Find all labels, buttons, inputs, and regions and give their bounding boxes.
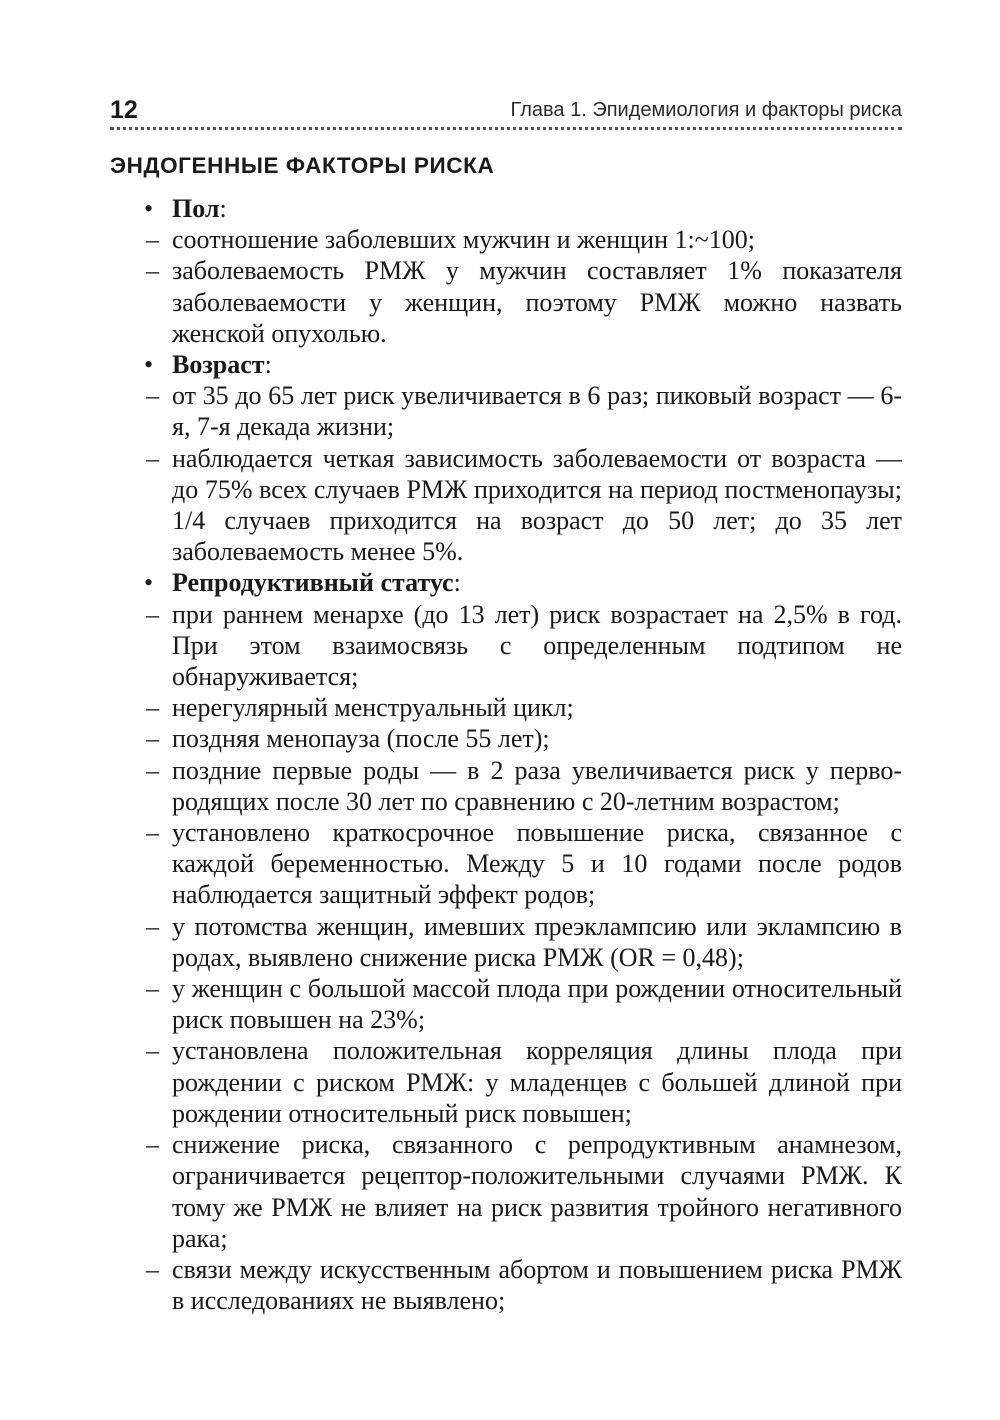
list-item — [110, 599, 902, 693]
bullet-marker: • — [144, 194, 154, 223]
list-item-text: установлена положительная корреляция длины плода при рождении с риском РМЖ: у младенцев с большей длиной при рождении относительный риск повышен; — [172, 1036, 902, 1128]
dash-marker: – — [146, 381, 159, 411]
list-item-text: заболеваемость РМЖ у мужчин составляет 1% показателя заболеваемости у женщин, поэтому РМЖ можно назвать женской опухолью. — [172, 256, 902, 348]
dotted-divider — [110, 127, 902, 130]
list-item-text: у потомства женщин, имевших преэклампсию или эклампсию в родах, выявлено снижение риска РМЖ (OR = 0,48); — [172, 911, 902, 972]
list-item — [110, 1254, 902, 1316]
dash-marker: – — [146, 693, 159, 723]
list-item-text: наблюдается четкая зависимость заболеваемости от возраста — до 75% всех случаев РМЖ приходится на период постменопаузы; 1/4 случаев приходится на возраст до 50 лет; до 35 лет заболеваемость менее 5%. — [172, 443, 902, 567]
list-item-text: поздняя менопауза (после 55 лет); — [172, 724, 550, 754]
list-item — [110, 723, 902, 754]
body-text — [110, 193, 902, 1316]
category-name: Пол — [172, 194, 220, 223]
dash-marker: – — [146, 599, 159, 629]
list-item — [110, 692, 902, 723]
category-name: Репродуктивный статус — [172, 568, 454, 598]
dash-marker: – — [146, 256, 159, 286]
dash-marker: – — [146, 225, 159, 255]
category-reproductive-status — [110, 567, 902, 598]
dash-marker: – — [146, 974, 159, 1004]
category-colon: : — [219, 194, 227, 223]
category-name: Возраст — [172, 350, 265, 380]
list-item-text: нерегулярный менструальный цикл; — [172, 693, 574, 723]
list-item-text: соотношение заболевших мужчин и женщин 1:~100; — [172, 225, 756, 255]
dash-marker: – — [146, 1036, 159, 1066]
list-item — [110, 911, 902, 973]
list-item-text: поздние первые роды — в 2 раза увеличивается риск у первородящих после 30 лет по сравнению с 20-летним возрастом; — [172, 755, 902, 816]
list-item — [110, 817, 902, 911]
list-item-text: при раннем менархе (до 13 лет) риск возрастает на 2,5% в год. При этом взаимосвязь с определенным подтипом не обнаруживается; — [172, 599, 902, 692]
dash-marker: – — [146, 443, 159, 473]
list-item — [110, 224, 902, 255]
bullet-marker: • — [144, 568, 154, 598]
list-item-text: связи между искусственным абортом и повышением риска РМЖ в исследованиях не выявлено; — [172, 1254, 902, 1316]
dash-marker: – — [146, 818, 159, 848]
list-item — [110, 755, 902, 817]
list-item — [110, 973, 902, 1035]
list-item-text: от 35 до 65 лет риск увеличивается в 6 раз; пиковый возраст — 6-я, 7-я декада жизни; — [172, 381, 902, 442]
list-item — [110, 255, 902, 349]
running-head: Глава 1. Эпидемиология и факторы риска — [510, 99, 902, 121]
dash-marker: – — [146, 1130, 159, 1160]
list-item-text: у женщин с большой массой плода при рождении относительный риск повышен на 23%; — [172, 974, 902, 1035]
dash-marker: – — [146, 755, 159, 785]
section-heading: ЭНДОГЕННЫЕ ФАКТОРЫ РИСКА — [110, 153, 495, 178]
category-age — [110, 349, 902, 380]
dash-marker: – — [146, 1254, 159, 1284]
bullet-marker: • — [144, 350, 154, 380]
list-item — [110, 1129, 902, 1254]
dash-marker: – — [146, 911, 159, 941]
list-item — [110, 380, 902, 442]
page-header — [110, 92, 902, 130]
category-colon: : — [453, 568, 461, 598]
list-item — [110, 443, 902, 568]
category-colon: : — [264, 350, 272, 380]
category-sex — [110, 193, 902, 224]
list-item-text: установлено краткосрочное повышение риска, связанное с каждой беременностью. Между 5 и 10 годами после родов наблюдается защитный эффект родов; — [172, 818, 902, 910]
page-number: 12 — [110, 96, 138, 124]
list-item-text: снижение риска, связанного с репродуктивным анамнезом, ограничивается рецептор-положительными случаями РМЖ. К тому же РМЖ не влияет на риск развития тройного негативного рака; — [172, 1130, 902, 1253]
list-item — [110, 1035, 902, 1129]
dash-marker: – — [146, 724, 159, 754]
